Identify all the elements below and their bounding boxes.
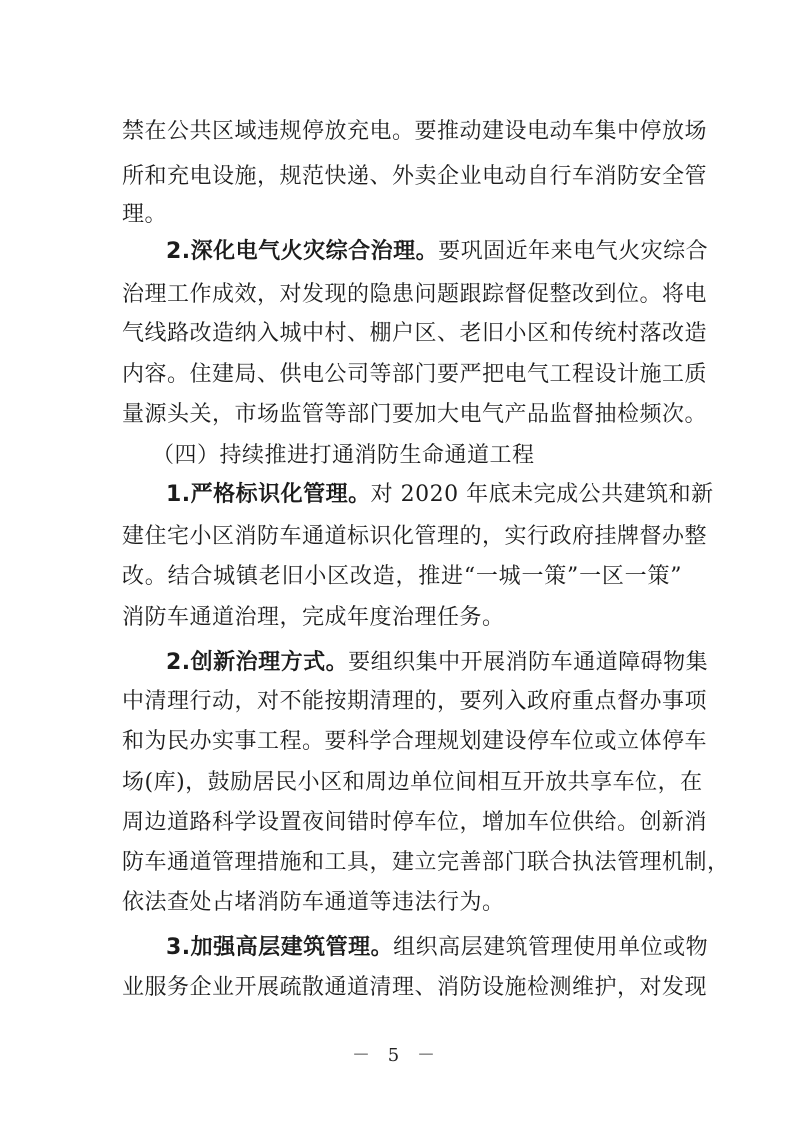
body-text-line [122, 200, 682, 230]
line-text: 量源头关，市场监管等部门要加大电气产品监督抽检频次。 [122, 402, 708, 427]
body-text-line [122, 522, 708, 552]
paragraph-heading-line [166, 480, 714, 510]
body-text-line [122, 973, 708, 1003]
line-text: 业服务企业开展疏散通道清理、消防设施检测维护，对发现 [122, 975, 708, 1000]
body-text-line [122, 687, 708, 717]
line-text: 和为民办实事工程。要科学合理规划建设停车位或立体停车 [122, 729, 708, 754]
body-text-line [122, 603, 682, 633]
line-text: 组织高层建筑管理使用单位或物 [393, 935, 709, 960]
line-text: 改。结合城镇老旧小区改造，推进“一城一策”一区一策” [122, 564, 682, 589]
line-text: 场(库)，鼓励居民小区和周边单位间相互开放共享车位，在 [122, 770, 703, 795]
paragraph-heading: 3.加强高层建筑管理。 [166, 935, 394, 960]
line-text: 周边道路科学设置夜间错时停车位，增加车位供给。创新消 [122, 810, 708, 835]
paragraph-heading: 2.创新治理方式。 [166, 650, 349, 675]
section-heading [152, 441, 682, 471]
paragraph-heading-line [166, 648, 709, 678]
line-text: 禁在公共区域违规停放充电。要推动建设电动车集中停放场 [122, 119, 708, 144]
body-text-line [122, 808, 708, 838]
line-text: 内容。住建局、供电公司等部门要严把电气工程设计施工质 [122, 362, 708, 387]
body-text-line [122, 727, 708, 757]
section-heading-text: （四）持续推进打通消防生命通道工程 [152, 443, 535, 468]
paragraph-heading: 1.严格标识化管理。 [166, 482, 371, 507]
line-text: 治理工作成效，对发现的隐患问题跟踪督促整改到位。将电 [122, 282, 708, 307]
line-text: 所和充电设施，规范快递、外卖企业电动自行车消防安全管 [122, 164, 708, 189]
body-text-line [122, 360, 708, 390]
line-text: 对 2020 年底未完成公共建筑和新 [370, 482, 714, 507]
line-text: 要组织集中开展消防车通道障碍物集 [348, 650, 709, 675]
page-number: － 5 － [352, 1045, 441, 1066]
body-text-line [122, 888, 682, 918]
paragraph-heading-line [166, 237, 709, 267]
body-text-line [122, 319, 708, 349]
body-text-line [122, 562, 682, 592]
body-text-line [122, 117, 708, 147]
line-text: 中清理行动，对不能按期清理的，要列入政府重点督办事项 [122, 689, 708, 714]
line-text: 依法查处占堵消防车通道等违法行为。 [122, 890, 505, 915]
line-text: 理。 [122, 202, 168, 227]
body-text-line [122, 848, 730, 878]
paragraph-heading-line [166, 933, 709, 963]
line-text: 要巩固近年来电气火灾综合 [438, 239, 709, 264]
paragraph-heading: 2.深化电气火灾综合治理。 [166, 239, 439, 264]
line-text: 建住宅小区消防车通道标识化管理的，实行政府挂牌督办整 [122, 524, 708, 549]
line-text: 防车通道管理措施和工具，建立完善部门联合执法管理机制， [122, 850, 730, 875]
body-text-line [122, 280, 708, 310]
body-text-line [122, 768, 703, 798]
line-text: 气线路改造纳入城中村、棚户区、老旧小区和传统村落改造 [122, 321, 708, 346]
body-text-line [122, 162, 708, 192]
body-text-line [122, 400, 708, 430]
line-text: 消防车通道治理，完成年度治理任务。 [122, 605, 505, 630]
